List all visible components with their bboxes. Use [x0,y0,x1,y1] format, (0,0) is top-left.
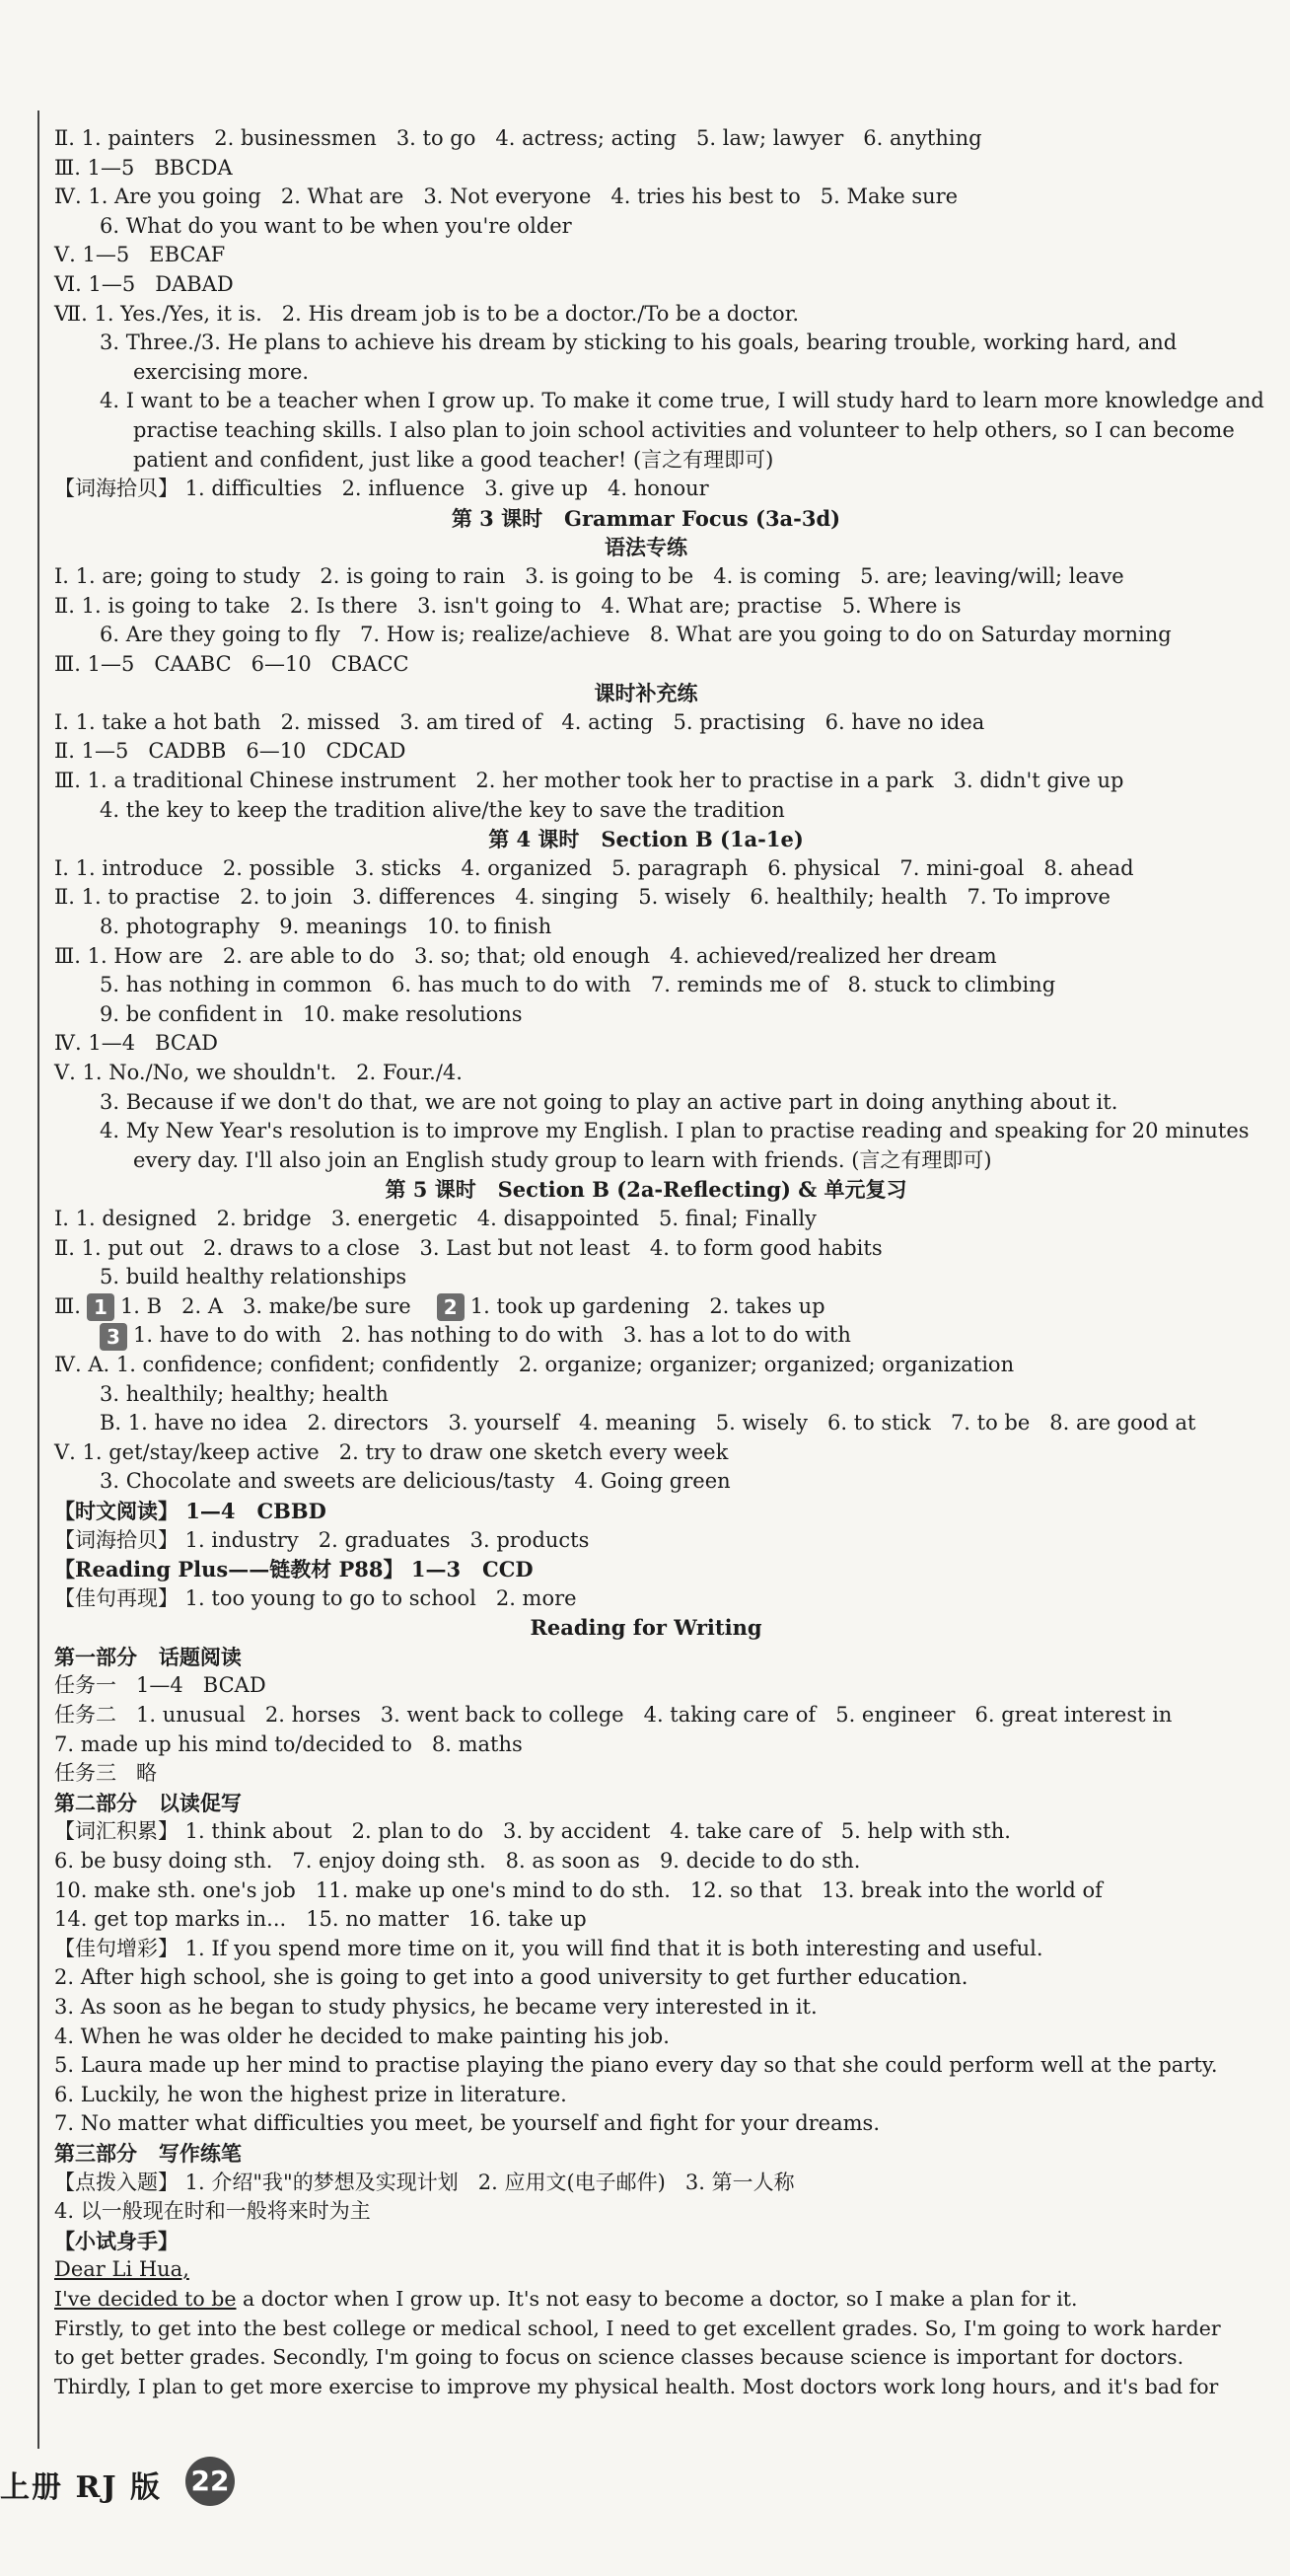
answer-line: 3. As soon as he began to study physics, he became very interested in it. [54,1995,818,2019]
letter-text: a doctor when I grow up. It's not easy to become a doctor, so I make a plan for it. [236,2286,1078,2311]
answer-line: 5. has nothing in common 6. has much to do with 7. reminds me of 8. stuck to climbing [100,973,1056,997]
answer-line [54,2255,1238,2285]
answer-line: Ⅰ. 1. designed 2. bridge 3. energetic 4. disappointed 5. final; Finally [54,1206,817,1230]
answer-line: 第二部分 以读促写 [54,1790,242,1815]
page-number-badge: 22 [185,2457,235,2506]
answer-line: 7. made up his mind to/decided to 8. maths [54,1731,523,1756]
answer-line: Ⅲ. 1. How are 2. are able to do 3. so; that; old enough 4. achieved/realized her dream [54,943,997,968]
answer-line: Ⅰ. 1. take a hot bath 2. missed 3. am tired of 4. acting 5. practising 6. have no idea [54,709,985,734]
answer-line: Ⅳ. 1—4 BCAD [54,1031,218,1056]
answer-line: 【词海拾贝】 1. difficulties 2. influence 3. give up 4. honour [54,477,709,501]
answer-line: 5. build healthy relationships [100,1265,407,1289]
answer-line: Ⅱ. 1. painters 2. businessmen 3. to go 4. actress; acting 5. law; lawyer 6. anything [54,126,982,150]
answer-line: 6. Luckily, he won the highest prize in literature. [54,2082,567,2106]
answer-line: exercising more. [133,359,310,384]
answer-line: 【佳句增彩】 1. If you spend more time on it, you will find that it is both interesting and useful. [54,1936,1043,1960]
answer-line: 14. get top marks in... 15. no matter 16. take up [54,1907,587,1932]
answer-line: Ⅶ. 1. Yes./Yes, it is. 2. His dream job is to be a doctor./To be a doctor. [54,301,800,326]
answer-line: 7. No matter what difficulties you meet, be yourself and fight for your dreams. [54,2111,880,2136]
answer-line: 6. be busy doing sth. 7. enjoy doing sth. 8. as soon as 9. decide to do sth. [54,1849,861,1874]
answer-line: Ⅲ. 1. a traditional Chinese instrument 2. her mother took her to practise in a park 3. didn't give up [54,769,1124,793]
edition-label: 上册 RJ 版 [0,2470,163,2505]
answer-line: 6. Are they going to fly 7. How is; realize/achieve 8. What are you going to do on Saturday morning [100,623,1172,647]
section-number: Ⅲ. [54,1293,81,1318]
answer-line: 任务三 略 [54,1761,158,1786]
answer-line: 第 4 课时 Section B (1a-1e) [488,827,804,852]
answer-line: Thirdly, I plan to get more exercise to improve my physical health. Most doctors work long hours, and it's bad for [54,2374,1219,2398]
answer-line: 任务二 1. unusual 2. horses 3. went back to college 4. taking care of 5. engineer 6. great interest in [54,1703,1173,1728]
letter-greeting: Dear Li Hua, [54,2257,189,2282]
answer-line: Ⅱ. 1. put out 2. draws to a close 3. Last but not least 4. to form good habits [54,1235,883,1260]
answer-line: Ⅲ. 1—5 CAABC 6—10 CBACC [54,651,409,676]
answer-line: patient and confident, just like a good teacher! (言之有理即可) [133,447,774,472]
answer-line: 【词汇积累】 1. think about 2. plan to do 3. by accident 4. take care of 5. help with sth. [54,1819,1011,1844]
answer-line: 【Reading Plus——链教材 P88】 1—3 CCD [54,1557,534,1582]
answer-line: 【词海拾贝】 1. industry 2. graduates 3. products [54,1527,590,1552]
answer-line: 8. photography 9. meanings 10. to finish [100,915,552,939]
answer-line: 语法专练 [605,535,687,560]
answer-line: 第三部分 写作练笔 [54,2140,242,2166]
answer-line: 6. What do you want to be when you're older [100,213,572,238]
answer-line: 【佳句再现】 1. too young to go to school 2. more [54,1585,577,1610]
answer-line [54,1321,1238,1351]
answer-line: Ⅱ. 1—5 CADBB 6—10 CDCAD [54,739,406,764]
answer-line: Ⅵ. 1—5 DABAD [54,271,234,296]
answer-line: Ⅳ. 1. Are you going 2. What are 3. Not everyone 4. tries his best to 5. Make sure [54,184,959,209]
answer-line: Ⅴ. 1. get/stay/keep active 2. try to draw one sketch every week [54,1439,729,1464]
answer-line: practise teaching skills. I also plan to join school activities and volunteer to help others, so I can become [133,417,1235,442]
underlined-phrase: I've decided to be [54,2286,237,2311]
answer-line: to get better grades. Secondly, I'm going to focus on science classes because science is important for doctors. [54,2345,1184,2370]
answer-line [54,2285,1238,2315]
answer-line: every day. I'll also join an English study group to learn with friends. (言之有理即可) [133,1147,992,1172]
answer-line: Firstly, to get into the best college or medical school, I need to get excellent grades. So, I'm going to work harder [54,2316,1221,2340]
answer-text: 1. B 2. A 3. make/be sure [119,1293,411,1318]
step-box-icon: 3 [100,1323,127,1351]
answer-line: 3. healthily; healthy; health [100,1381,389,1406]
answer-line: 10. make sth. one's job 11. make up one's mind to do sth. 12. so that 13. break into the world of [54,1877,1103,1902]
answer-line: Ⅰ. 1. introduce 2. possible 3. sticks 4. organized 5. paragraph 6. physical 7. mini-goal 8. ahead [54,855,1134,880]
step-box-icon: 2 [437,1293,465,1321]
answer-line: 9. be confident in 10. make resolutions [100,1001,523,1026]
answer-line: Ⅱ. 1. to practise 2. to join 3. differences 4. singing 5. wisely 6. healthily; health 7. To improve [54,885,1111,910]
left-margin-rule [37,110,39,2449]
answer-line: Ⅰ. 1. are; going to study 2. is going to rain 3. is going to be 4. is coming 5. are; leaving/will; leave [54,563,1124,588]
answer-line: 4. 以一般现在时和一般将来时为主 [54,2199,371,2224]
answer-line: Ⅲ. 1—5 BBCDA [54,155,233,180]
answer-line: 3. Three./3. He plans to achieve his dream by sticking to his goals, bearing trouble, working hard, and [100,331,1178,355]
answer-line: 5. Laura made up her mind to practise playing the piano every day so that she could perform well at the party. [54,2053,1218,2078]
answer-line: 2. After high school, she is going to get into a good university to get further education. [54,1965,968,1990]
answer-line: 4. When he was older he decided to make painting his job. [54,2024,670,2048]
answer-line: 【点拨入题】 1. 介绍"我"的梦想及实现计划 2. 应用文(电子邮件) 3. 第一人称 [54,2170,795,2194]
answer-line: Ⅴ. 1—5 EBCAF [54,243,226,267]
answer-line: Ⅳ. A. 1. confidence; confident; confidently 2. organize; organizer; organized; organization [54,1352,1015,1376]
answer-line: 第 3 课时 Grammar Focus (3a-3d) [451,505,841,531]
answer-line: 【时文阅读】 1—4 CBBD [54,1498,326,1523]
answer-line: Ⅱ. 1. is going to take 2. Is there 3. isn't going to 4. What are; practise 5. Where is [54,593,962,618]
answer-line: Ⅴ. 1. No./No, we shouldn't. 2. Four./4. [54,1061,463,1084]
answer-text: 1. have to do with 2. has nothing to do with 3. has a lot to do with [133,1323,851,1348]
answer-key-body [54,124,1264,2401]
answer-line: 任务一 1—4 BCAD [54,1673,266,1698]
answer-line [54,1292,1238,1322]
answer-line: 4. My New Year's resolution is to improve my English. I plan to practise reading and speaking for 20 minutes [100,1119,1250,1143]
answer-line: 第一部分 话题阅读 [54,1644,242,1669]
answer-line: B. 1. have no idea 2. directors 3. yourself 4. meaning 5. wisely 6. to stick 7. to be 8. are good at [100,1411,1196,1435]
page-footer [0,2455,394,2514]
answer-line: 3. Because if we don't do that, we are not going to play an active part in doing anything about it. [100,1089,1118,1114]
answer-line: 课时补充练 [594,681,698,706]
answer-text: 1. took up gardening 2. takes up [469,1293,825,1318]
answer-line: 3. Chocolate and sweets are delicious/tasty 4. Going green [100,1469,731,1494]
answer-line: 4. I want to be a teacher when I grow up. To make it come true, I will study hard to learn more knowledge and [100,389,1264,413]
answer-line: Reading for Writing [530,1615,762,1641]
step-box-icon: 1 [87,1293,114,1321]
answer-line: 第 5 课时 Section B (2a-Reflecting) & 单元复习 [385,1177,907,1203]
answer-line: 4. the key to keep the tradition alive/the key to save the tradition [100,797,785,822]
answer-line: 【小试身手】 [54,2228,179,2253]
